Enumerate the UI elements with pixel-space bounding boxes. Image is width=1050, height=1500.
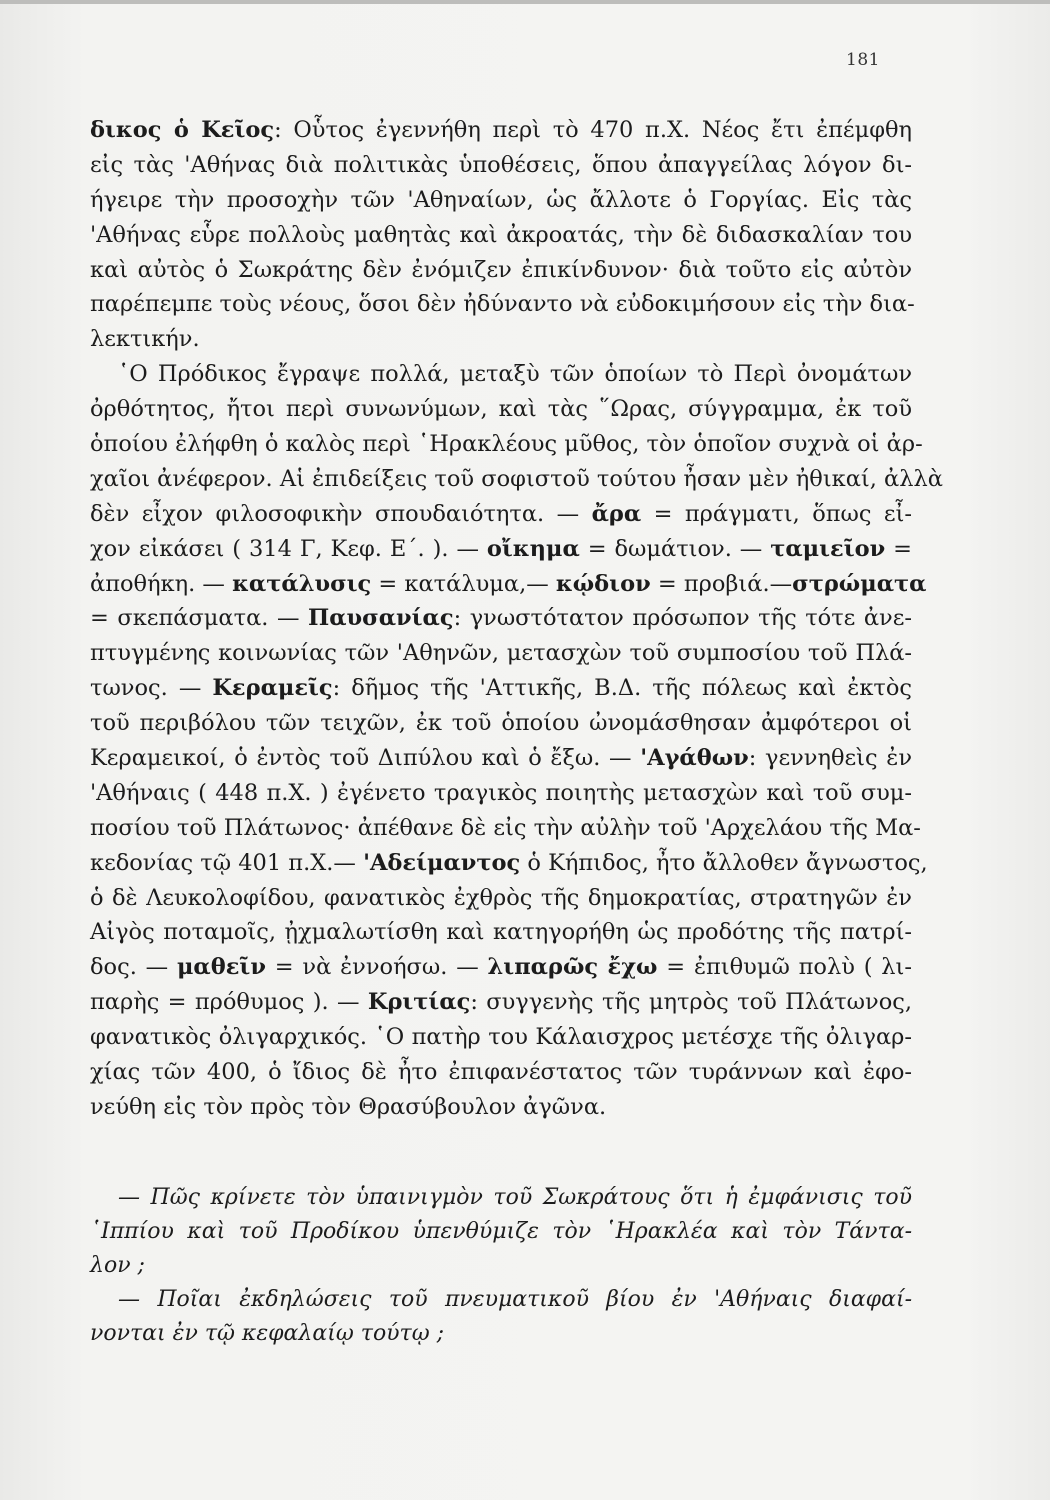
- text-line: [90, 394, 912, 424]
- text-run: παρέπεμπε τοὺς νέους, ὅσοι δὲν ἠδύναντο νὰ εὐδοκιμήσουν εἰς τὴν δια-: [90, 291, 915, 318]
- text-line: [90, 359, 912, 389]
- text-line: [90, 1092, 912, 1122]
- text-run: ὀρθότητος, ἤτοι περὶ συνωνύμων, καὶ τὰς ῞Ωρας, σύγγραμμα, ἐκ τοῦ: [90, 396, 912, 423]
- question-1-line-1: — Πῶς κρίνετε τὸν ὑπαινιγμὸν τοῦ Σωκράτους ὅτι ἡ ἐμφάνισις τοῦ: [118, 1185, 912, 1210]
- glossary-term: οἴκημα: [486, 535, 580, 562]
- text-run: = νὰ ἐννοήσω. —: [265, 954, 488, 981]
- question-1-line-3: λον ;: [90, 1253, 145, 1278]
- text-run: φανατικὸς ὀλιγαρχικός. ῾Ο πατὴρ του Κάλαισχρος μετέσχε τῆς ὀλιγαρ-: [90, 1024, 912, 1051]
- glossary-term: κατάλυσις: [232, 570, 372, 597]
- question-2-line-1: — Ποῖαι ἐκδηλώσεις τοῦ πνευματικοῦ βίου ἐν 'Αθήναις διαφαί-: [118, 1287, 912, 1312]
- text-run: : γνωστότατον πρόσωπον τῆς τότε ἀνε-: [453, 605, 912, 632]
- text-run: : Οὗτος ἐγεννήθη περὶ τὸ 470 π.Χ. Νέος ἔτι ἐπέμφθη: [274, 117, 912, 143]
- text-line: [90, 324, 912, 354]
- text-line: [90, 499, 912, 529]
- glossary-term: λιπαρῶς ἔχω: [487, 954, 658, 981]
- text-line: [90, 534, 912, 564]
- text-run: : γεννηθεὶς ἐν: [748, 745, 913, 772]
- glossary-term: ταμιεῖον: [770, 535, 886, 562]
- text-run: = ἐπιθυμῶ πολὺ ( λι-: [657, 954, 912, 981]
- text-line: [90, 429, 923, 459]
- text-line: [90, 220, 912, 250]
- text-run: ήγειρε τὴν προσοχὴν τῶν 'Αθηναίων, ὡς ἄλλοτε ὁ Γοργίας. Εἰς τὰς: [90, 186, 912, 213]
- text-line: [90, 673, 912, 703]
- text-run: Αἰγὸς ποταμοῖς, ᾐχμαλωτίσθη καὶ κατηγορήθη ὡς προδότης τῆς πατρί-: [90, 919, 912, 946]
- text-line: [90, 150, 912, 180]
- text-run: = δωμάτιον. —: [579, 535, 771, 562]
- text-run: καὶ αὐτὸς ὁ Σωκράτης δὲν ἐνόμιζεν ἐπικίνδυνον· διὰ τοῦτο εἰς αὐτὸν: [90, 256, 912, 283]
- text-line: [90, 917, 912, 947]
- text-line: [90, 255, 912, 285]
- text-run: χον εἰκάσει ( 314 Γ, Κεφ. Ε΄. ). —: [90, 535, 487, 562]
- glossary-term: 'Αγάθων: [640, 745, 749, 772]
- glossary-term: κῴδιον: [555, 570, 651, 597]
- text-run: ῾Ο Πρόδικος ἔγραψε πολλά, μεταξὺ τῶν ὁποίων τὸ Περὶ ὀνομάτων: [118, 361, 912, 388]
- text-line: [90, 603, 912, 633]
- text-run: τωνος. —: [90, 675, 213, 702]
- commentary-text: [90, 115, 943, 1127]
- page-number: 181: [846, 50, 880, 70]
- glossary-term: 'Αδείμαντος: [363, 849, 521, 876]
- text-line: [90, 883, 912, 913]
- text-run: χίας τῶν 400, ὁ ἴδιος δὲ ἦτο ἐπιφανέστατος τῶν τυράννων καὶ ἐφο-: [90, 1059, 912, 1086]
- glossary-term: δικος ὁ Κεῖος: [90, 117, 275, 143]
- text-run: ποσίου τοῦ Πλάτωνος· ἀπέθανε δὲ εἰς τὴν αὐλὴν τοῦ 'Αρχελάου τῆς Μα-: [90, 814, 921, 841]
- text-run: =: [885, 535, 912, 562]
- text-run: = προβιά.—: [650, 570, 793, 597]
- text-line: [90, 464, 943, 494]
- glossary-term: στρώματα: [792, 570, 927, 597]
- text-run: = κατάλυμα,—: [371, 570, 556, 597]
- text-run: = πράγματι, ὅπως εἶ-: [641, 500, 912, 527]
- text-run: παρὴς = πρόθυμος ). —: [90, 989, 368, 1016]
- glossary-term: ἄρα: [591, 500, 642, 527]
- glossary-term: Κριτίας: [367, 989, 471, 1016]
- text-line: [90, 185, 912, 215]
- text-run: ἀποθήκη. —: [90, 570, 233, 597]
- glossary-term: Κεραμεῖς: [212, 675, 333, 702]
- text-run: εἰς τὰς 'Αθήνας διὰ πολιτικὰς ὑποθέσεις, ὅπου ἀπαγγείλας λόγον δι-: [90, 151, 912, 178]
- text-run: τοῦ περιβόλου τῶν τειχῶν, ἐκ τοῦ ὁποίου ὠνομάσθησαν ἀμφότεροι οἱ: [90, 710, 912, 737]
- text-line: [90, 848, 928, 878]
- text-run: πτυγμένης κοινωνίας τῶν 'Αθηνῶν, μετασχὼν τοῦ συμποσίου τοῦ Πλά-: [90, 640, 912, 667]
- text-run: 'Αθήνας εὗρε πολλοὺς μαθητὰς καὶ ἀκροατάς, τὴν δὲ διδασκαλίαν του: [90, 221, 912, 248]
- text-run: δὲν εἶχον φιλοσοφικὴν σπουδαιότητα. —: [90, 500, 592, 527]
- page-top-edge: [0, 0, 1050, 4]
- text-run: κεδονίας τῷ 401 π.Χ.—: [90, 849, 364, 876]
- text-line: [90, 638, 912, 668]
- text-run: : συγγενὴς τῆς μητρὸς τοῦ Πλάτωνος,: [470, 989, 912, 1016]
- glossary-term: Παυσανίας: [307, 605, 454, 632]
- text-line: [90, 708, 912, 738]
- text-line: [90, 987, 912, 1017]
- study-questions: [90, 1183, 912, 1353]
- text-line: [90, 743, 912, 773]
- text-run: νεύθη εἰς τὸν πρὸς τὸν Θρασύβουλον ἀγῶνα.: [90, 1093, 607, 1120]
- text-run: ὁ δὲ Λευκολοφίδου, φανατικὸς ἐχθρὸς τῆς δημοκρατίας, στρατηγῶν ἐν: [90, 884, 912, 911]
- text-run: = σκεπάσματα. —: [90, 605, 308, 632]
- text-line: [90, 1022, 912, 1052]
- text-line: [90, 115, 912, 145]
- text-run: λεκτικήν.: [90, 326, 200, 353]
- text-run: 'Αθήναις ( 448 π.Χ. ) ἐγένετο τραγικὸς ποιητὴς μετασχὼν καὶ τοῦ συμ-: [90, 779, 912, 806]
- question-2-line-2: νονται ἐν τῷ κεφαλαίῳ τούτῳ ;: [90, 1321, 445, 1346]
- text-run: δος. —: [90, 954, 177, 981]
- text-line: [90, 813, 921, 843]
- text-line: [90, 778, 912, 808]
- text-run: Κεραμεικοί, ὁ ἐντὸς τοῦ Διπύλου καὶ ὁ ἔξω. —: [90, 745, 641, 772]
- text-line: [90, 289, 915, 319]
- text-run: : δῆμος τῆς 'Αττικῆς, Β.Δ. τῆς πόλεως καὶ ἐκτὸς: [332, 675, 912, 702]
- text-line: [90, 952, 912, 982]
- text-run: ὁ Κήπιδος, ἦτο ἄλλοθεν ἄγνωστος,: [520, 849, 928, 876]
- text-run: χαῖοι ἀνέφερον. Αἱ ἐπιδείξεις τοῦ σοφιστοῦ τούτου ἦσαν μὲν ἠθικαί, ἀλλὰ: [90, 465, 943, 492]
- question-1-line-2: ῾Ιππίου καὶ τοῦ Προδίκου ὑπενθύμιζε τὸν ῾Ηρακλέα καὶ τὸν Τάντα-: [90, 1219, 912, 1244]
- text-line: [90, 569, 927, 599]
- text-run: ὁποίου ἐλήφθη ὁ καλὸς περὶ ῾Ηρακλέους μῦθος, τὸν ὁποῖον συχνὰ οἱ ἀρ-: [90, 431, 923, 458]
- glossary-term: μαθεῖν: [176, 954, 266, 981]
- text-line: [90, 1057, 912, 1087]
